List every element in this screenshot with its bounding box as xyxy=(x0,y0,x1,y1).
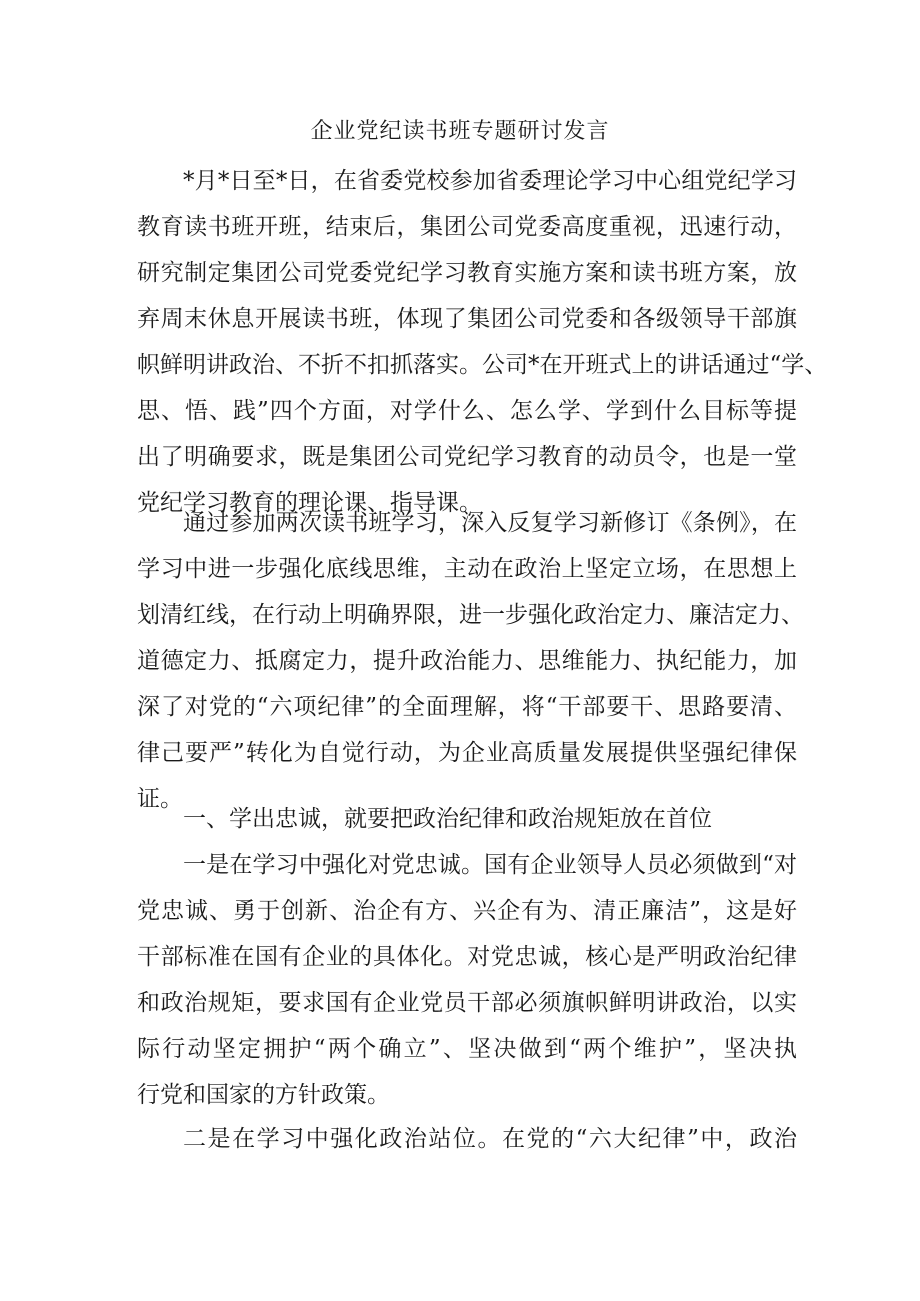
section-heading-text: 一、学出忠诚，就要把政治纪律和政治规矩放在首位 xyxy=(183,806,712,832)
text-line: 党纪学习教育的理论课、指导课。 xyxy=(137,490,482,516)
text-line: 干部标准在国有企业的具体化。对党忠诚，核心是严明政治纪律 xyxy=(137,944,797,970)
text-line: 二是在学习中强化政治站位。在党的“六大纪律”中，政治 xyxy=(183,1126,797,1152)
text-line: *月*日至*日，在省委党校参加省委理论学习中心组党纪学习 xyxy=(183,168,797,194)
text-line: 思、悟、践”四个方面，对学什么、怎么学、学到什么目标等提 xyxy=(137,398,797,424)
paragraph-political-stance xyxy=(137,1116,797,1162)
paragraph-study xyxy=(137,500,804,822)
text-line: 出了明确要求，既是集团公司党纪学习教育的动员令，也是一堂 xyxy=(137,444,797,470)
text-line: 一是在学习中强化对党忠诚。国有企业领导人员必须做到“对 xyxy=(183,852,797,878)
text-line: 际行动坚定拥护“两个确立”、坚决做到“两个维护”，坚决执 xyxy=(137,1036,797,1062)
text-line: 证。 xyxy=(137,786,183,812)
text-line: 通过参加两次读书班学习，深入反复学习新修订《条例》，在 xyxy=(183,510,797,536)
text-line: 行党和国家的方针政策。 xyxy=(137,1082,390,1108)
text-line: 帜鲜明讲政治、不折不扣抓落实。公司*在开班式上的讲话通过“学、 xyxy=(137,352,828,378)
paragraph-loyalty xyxy=(137,842,797,1118)
paragraph-intro xyxy=(137,158,828,526)
text-line: 教育读书班开班，结束后，集团公司党委高度重视，迅速行动， xyxy=(137,214,797,240)
section-heading xyxy=(137,796,797,842)
text-line: 弃周末休息开展读书班，体现了集团公司党委和各级领导干部旗 xyxy=(137,306,797,332)
document-title: 企业党纪读书班专题研讨发言 xyxy=(310,119,610,144)
text-line: 研究制定集团公司党委党纪学习教育实施方案和读书班方案，放 xyxy=(137,260,797,286)
text-line: 和政治规矩，要求国有企业党员干部必须旗帜鲜明讲政治，以实 xyxy=(137,990,797,1016)
text-line: 律己要严”转化为自觉行动，为企业高质量发展提供坚强纪律保 xyxy=(137,740,797,766)
text-line: 党忠诚、勇于创新、治企有方、兴企有为、清正廉洁”，这是好 xyxy=(137,898,797,924)
text-line: 学习中进一步强化底线思维，主动在政治上坚定立场，在思想上 xyxy=(137,556,797,582)
text-line: 深了对党的“六项纪律”的全面理解，将“干部要干、思路要清、 xyxy=(137,694,797,720)
text-line: 道德定力、抵腐定力，提升政治能力、思维能力、执纪能力，加 xyxy=(137,648,797,674)
text-line: 划清红线，在行动上明确界限，进一步强化政治定力、廉洁定力、 xyxy=(137,602,804,628)
